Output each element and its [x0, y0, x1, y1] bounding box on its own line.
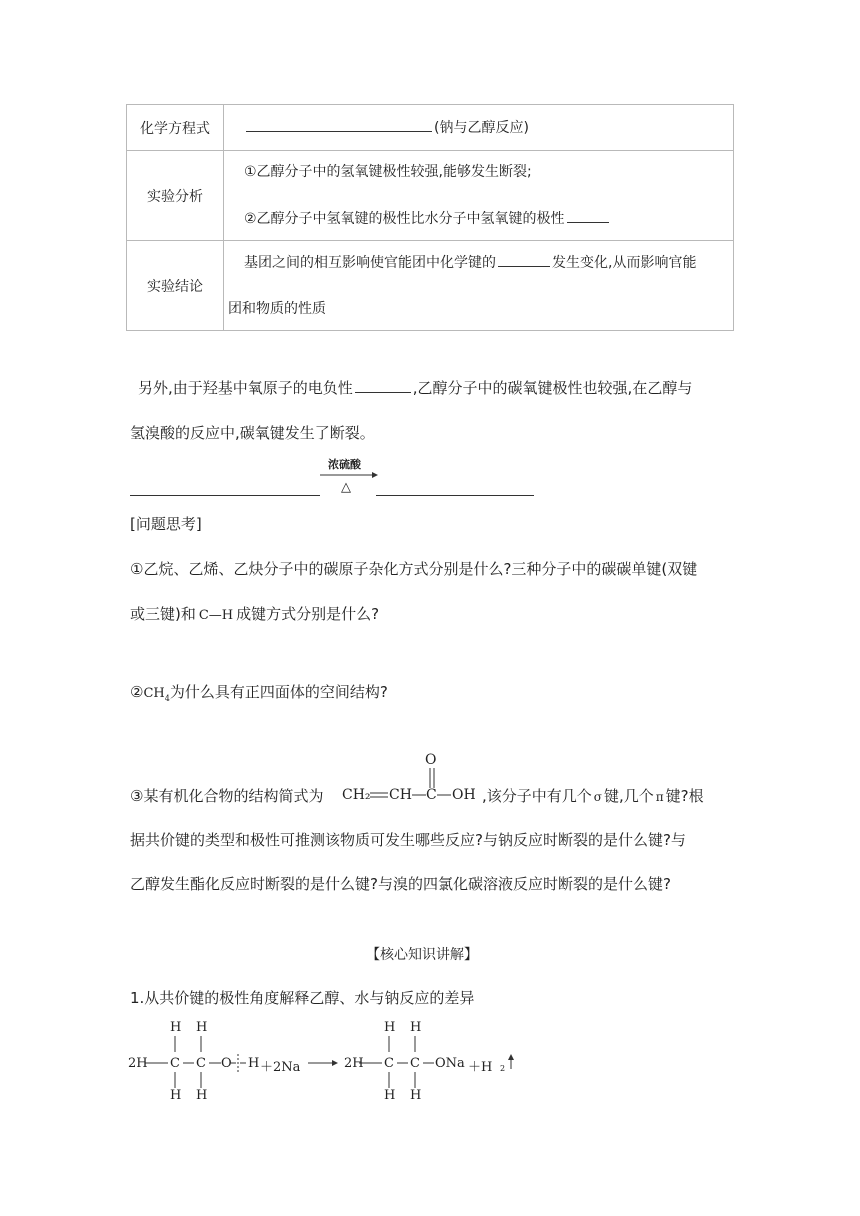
blank-line: [567, 208, 609, 223]
analysis-line-2: ②乙醇分子中氢氧键的极性比水分子中氢氧键的极性: [244, 208, 733, 229]
blank-line: [498, 252, 550, 267]
reaction-arrow: [320, 458, 378, 498]
analysis-line-1: ①乙醇分子中的氢氧键极性较强,能够发生断裂;: [244, 164, 532, 180]
acrylic-acid-structure: O CH₂ CH C OH: [342, 752, 476, 803]
blank-line: [355, 378, 411, 393]
question-3-line-2: 据共价键的类型和极性可推测该物质可发生哪些反应?与钠反应时断裂的是什么键?与: [130, 831, 686, 849]
question-3-line-3: 乙醇发生酯化反应时断裂的是什么键?与溴的四氯化碳溶液反应时断裂的是什么键?: [130, 875, 671, 893]
row-content: [224, 105, 734, 151]
conclusion-line-2: 团和物质的性质: [228, 301, 326, 317]
paragraph-line-1: 另外,由于羟基中氧原子的电负性 ,乙醇分子中的碳氧键极性也较强,在乙醇与: [138, 379, 693, 397]
question-3-line-1b: ,该分子中有几个 σ 键,几个 π 键?根: [482, 787, 704, 805]
double-bond-icon: [370, 791, 388, 799]
heat-symbol: △: [341, 480, 351, 495]
catalyst-label: 浓硫酸: [328, 458, 361, 471]
table-row: [127, 105, 734, 151]
blank-line: [130, 495, 320, 496]
section-heading: [问题思考]: [130, 515, 202, 533]
ethanol-sodium-equation: H H 2H C C O H ＋2Na H H H H 2H C C ONa ＋H 2 H H: [128, 1020, 528, 1108]
single-bond-icon: [437, 791, 451, 799]
row-label: 实验分析: [127, 151, 224, 241]
row-content: [224, 241, 734, 331]
question-3-line-1a: ③某有机化合物的结构简式为: [130, 787, 324, 805]
core-heading: 【核心知识讲解】: [366, 947, 478, 963]
row-label: 实验结论: [127, 241, 224, 331]
blank-line: [246, 117, 432, 132]
question-1-line-1: ①乙烷、乙烯、乙炔分子中的碳原子杂化方式分别是什么?三种分子中的碳碳单键(双键: [130, 560, 698, 578]
double-bond-icon: [427, 768, 437, 788]
blank-line: [376, 495, 534, 496]
table-row: [127, 241, 734, 331]
question-2: $②CH_4$为什么具有正四面体的空间结构?: [130, 683, 388, 703]
row-content: [224, 151, 734, 241]
paragraph-line-2: 氢溴酸的反应中,碳氧键发生了断裂。: [130, 424, 375, 442]
table-row: [127, 151, 734, 241]
question-1-line-2: 或三键)和 C—H 成键方式分别是什么?: [130, 605, 380, 623]
core-item-1: 1.从共价键的极性角度解释乙醇、水与钠反应的差异: [130, 989, 475, 1007]
arrow-icon: [320, 471, 378, 479]
conclusion-line-1: 基团之间的相互影响使官能团中化学键的 发生变化,从而影响官能: [224, 252, 733, 273]
equation-note: (钠与乙醇反应): [434, 120, 529, 136]
experiment-table: [126, 104, 734, 331]
row-label: 化学方程式: [127, 105, 224, 151]
single-bond-icon: [412, 791, 426, 799]
